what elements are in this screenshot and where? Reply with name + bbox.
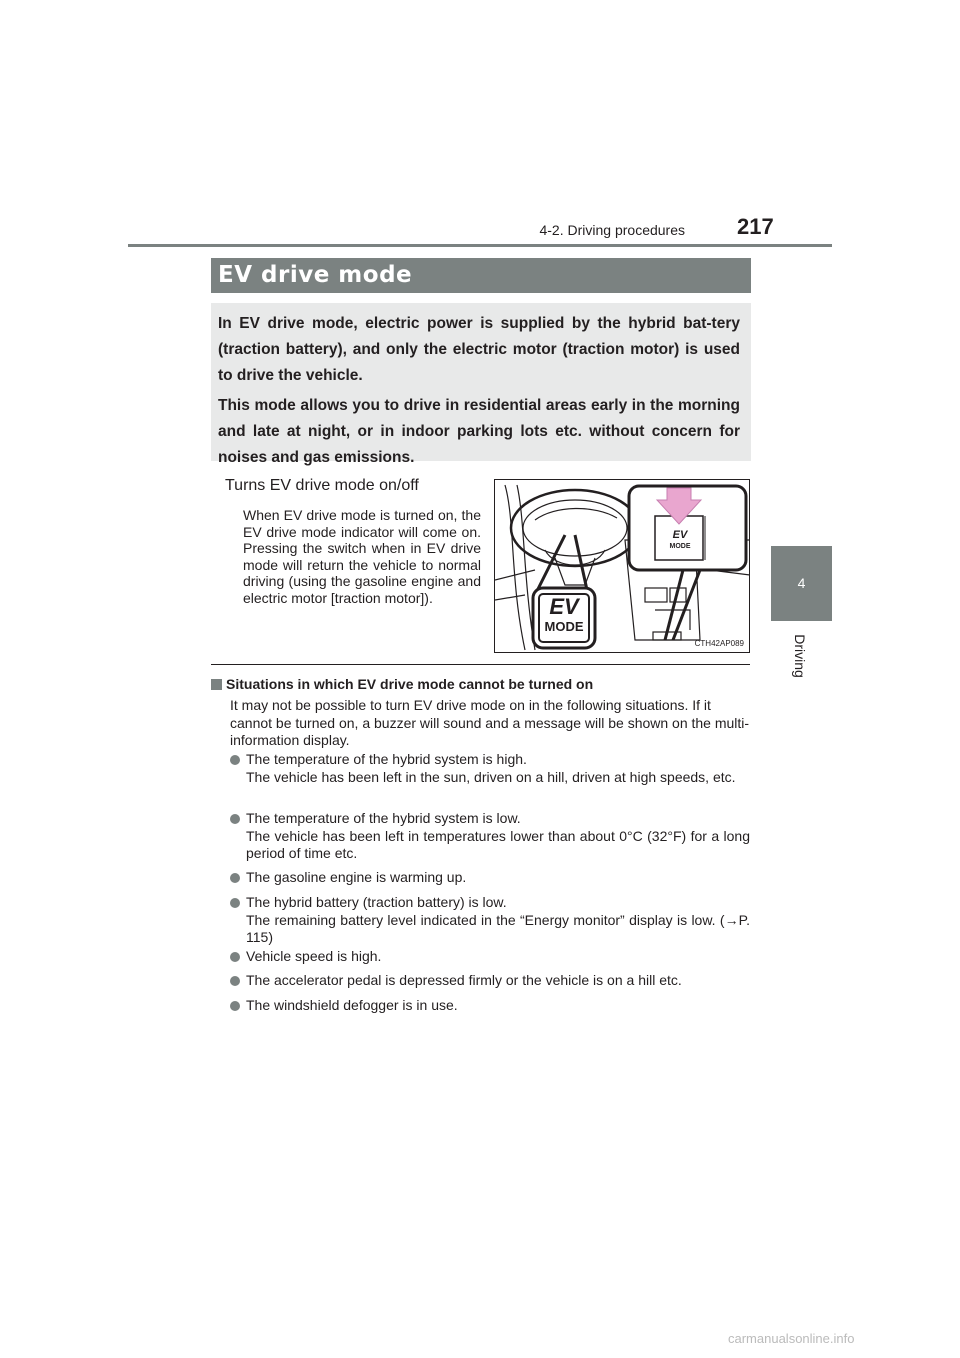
dashboard-drawing (495, 480, 750, 653)
list-item (230, 810, 750, 863)
figure-code: CTH42AP089 (694, 639, 744, 648)
list-item-detail: The remaining battery level indicated in the “Energy monitor” display is low. (→P. 115) (246, 911, 750, 945)
intro-text (218, 311, 740, 475)
chapter-label-wrap (775, 632, 825, 684)
list-item (230, 751, 750, 786)
chapter-tab: 4 (771, 546, 832, 621)
running-header-section: 4-2. Driving procedures (539, 222, 685, 238)
list-item-main: The temperature of the hybrid system is low. (246, 810, 521, 826)
bullet-icon (230, 755, 240, 765)
list-item-main: The windshield defogger is in use. (246, 997, 458, 1013)
list-item-main: Vehicle speed is high. (246, 948, 382, 964)
bullet-icon (230, 952, 240, 962)
list-item-main: The temperature of the hybrid system is high. (246, 751, 527, 767)
switch-description: When EV drive mode is turned on, the EV drive mode indicator will come on. Pressing the switch when in EV drive mode will return the vehicle to normal driving (using the gasoline engine and electric motor [traction motor]). (243, 507, 481, 606)
square-bullet-icon (211, 679, 222, 690)
intro-paragraph-1: In EV drive mode, electric power is supplied by the hybrid bat-tery (traction battery), and only the electric motor (traction motor) is used to drive the vehicle. (218, 315, 740, 384)
switch-lead: Turns EV drive mode on/off (225, 477, 419, 494)
bullet-icon (230, 898, 240, 908)
list-item (230, 948, 750, 966)
ev-mode-switch-illustration (494, 479, 750, 653)
list-item-main: The gasoline engine is warming up. (246, 869, 467, 885)
intro-paragraph-2: This mode allows you to drive in residential areas early in the morning and late at night, or in indoor parking lots etc. without concern for noises and gas emissions. (218, 397, 740, 466)
list-item (230, 997, 750, 1015)
list-item (230, 972, 750, 990)
list-item-main: The hybrid battery (traction battery) is low. (246, 894, 507, 910)
section-title: EV drive mode (218, 262, 413, 288)
bullet-icon (230, 976, 240, 986)
list-item-main: The accelerator pedal is depressed firmly or the vehicle is on a hill etc. (246, 972, 682, 988)
list-item-detail: The vehicle has been left in the sun, driven on a hill, driven at high speeds, etc. (246, 768, 736, 785)
chapter-label: Driving (792, 634, 808, 678)
section-divider (211, 664, 750, 665)
list-item-detail: The vehicle has been left in temperatures lower than about 0°C (32°F) for a long period of time etc. (246, 827, 750, 861)
list-item (230, 869, 750, 887)
ev-small-label (663, 530, 697, 552)
bullet-icon (230, 814, 240, 824)
ev-large-label (541, 594, 587, 635)
subsection-heading (211, 676, 593, 692)
watermark: carmanualsonline.info (728, 1331, 855, 1346)
ev-large-label-line2: MODE (544, 619, 584, 634)
subsection-heading-text: Situations in which EV drive mode cannot be turned on (226, 676, 594, 692)
subsection-paragraph: It may not be possible to turn EV drive mode on in the following situations. If it cannot be turned on, a buzzer will sound and a message will be shown on the multi-information display. (230, 697, 750, 748)
page-number: 217 (737, 214, 774, 239)
bullet-icon (230, 873, 240, 883)
ev-small-label-line2: MODE (669, 543, 691, 550)
ev-small-label-line1: EV (672, 529, 688, 541)
bullet-icon (230, 1001, 240, 1011)
list-item (230, 894, 750, 947)
header-rule (128, 244, 832, 247)
ev-large-label-line1: EV (549, 594, 579, 619)
